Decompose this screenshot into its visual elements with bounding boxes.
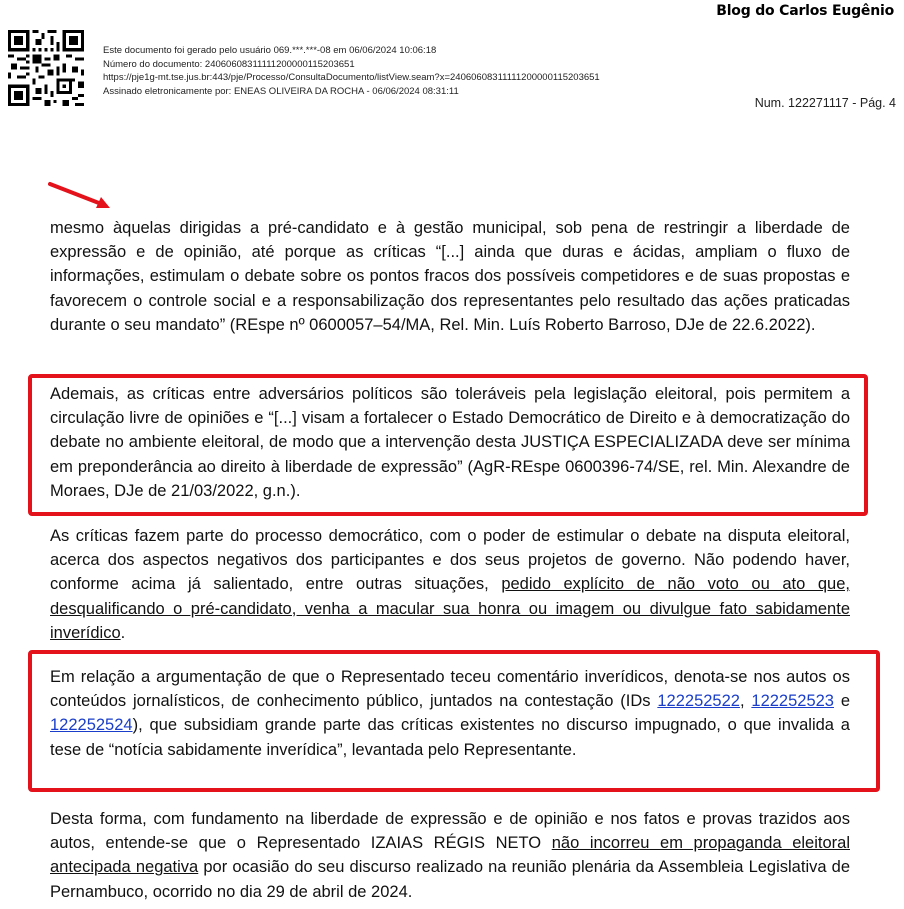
paragraph-5-text: Desta forma, com fundamento na liberdade de expressão e de opinião e nos fatos e provas trazidos aos autos, entende-se que o Representado IZAIAS RÉGIS NETO	[50, 810, 850, 853]
document-id-link-1[interactable]: 122252522	[657, 692, 740, 711]
paragraph-4-end: ), que subsidiam grande parte das críticas existentes no discurso impugnado, o que invalida a tese de “notícia sabidamente inverídica”, levantada pelo Representante.	[50, 716, 850, 759]
paragraph-4-text: Em relação a argumentação de que o Representado teceu comentário inverídicos, denota-se nos autos os conteúdos jornalísticos, de conhecimento público, juntados na contestação (IDs	[50, 668, 850, 711]
paragraph-4-sep-2: e	[833, 692, 851, 711]
document-id-link-2[interactable]: 122252523	[751, 692, 834, 711]
paragraph-3-text: As críticas fazem parte do processo democrático, com o poder de estimular o debate na disputa eleitoral, acerca dos aspectos negativos dos participantes e dos seus projetos de governo. Não podendo haver, conforme acima já salientado, entre outras situações,	[50, 527, 850, 594]
meta-generated-by: Este documento foi gerado pelo usuário 069.***.***-08 em 06/06/2024 10:06:18	[103, 45, 437, 56]
document-metadata	[103, 44, 600, 98]
red-arrow-icon	[48, 180, 114, 214]
blog-title: Blog do Carlos Eugênio	[716, 3, 894, 19]
paragraph-5-end: por ocasião do seu discurso realizado na reunião plenária da Assembleia Legislativa de Pernambuco, ocorrido no dia 29 de abril de 2024.	[50, 858, 851, 901]
paragraph-5-underlined: não incorreu em propaganda eleitoral antecipada negativa	[50, 834, 850, 877]
paragraph-3-end: .	[120, 623, 126, 642]
paragraph-5	[50, 807, 850, 904]
qr-code-icon	[8, 30, 84, 106]
paragraph-2: Ademais, as críticas entre adversários políticos são toleráveis pela legislação eleitoral, pois permitem a circulação livre de opiniões e “[...] visam a fortalecer o Estado Democrático de Direito e à democratização do debate no ambiente eleitoral, de modo que a intervenção desta JUSTIÇA ESPECIALIZADA deve ser mínima em preponderância ao direito à liberdade de expressão” (AgR-REspe 0600396-74/SE, rel. Min. Alexandre de Moraes, DJe de 21/03/2022, g.n.).	[50, 385, 850, 500]
paragraph-4	[50, 665, 850, 762]
meta-signed-by: Assinado eletronicamente por: ENEAS OLIVEIRA DA ROCHA - 06/06/2024 08:31:11	[103, 85, 459, 97]
paragraph-1: mesmo àquelas dirigidas a pré-candidato e à gestão municipal, sob pena de restringir a liberdade de expressão e de opinião, até porque as críticas “[...] ainda que duras e ácidas, ampliam o fluxo de informações, estimulam o debate sobre os pontos fracos dos possíveis competidores e de suas propostas e favorecem o controle social e a responsabilização dos representantes pelo resultado das ações praticadas durante o seu mandato” (REspe nº 0600057–54/MA, Rel. Min. Luís Roberto Barroso, DJe de 22.6.2022).	[50, 219, 850, 334]
paragraph-3	[50, 524, 850, 645]
meta-document-number: Número do documento: 24060608311111200000115203651	[103, 58, 355, 70]
meta-document-url[interactable]: https://pje1g-mt.tse.jus.br:443/pje/Processo/ConsultaDocumento/listView.seam?x=24060608311111200000115203651	[103, 72, 600, 83]
paragraph-3-underlined: pedido explícito de não voto ou ato que, desqualificando o pré-candidato, venha a macular sua honra ou imagem ou divulgue fato sabidamente inverídico	[50, 575, 850, 642]
document-id-link-3[interactable]: 122252524	[50, 716, 133, 735]
paragraph-4-sep-1: ,	[739, 692, 752, 711]
page-number: Num. 122271117 - Pág. 4	[754, 96, 896, 110]
